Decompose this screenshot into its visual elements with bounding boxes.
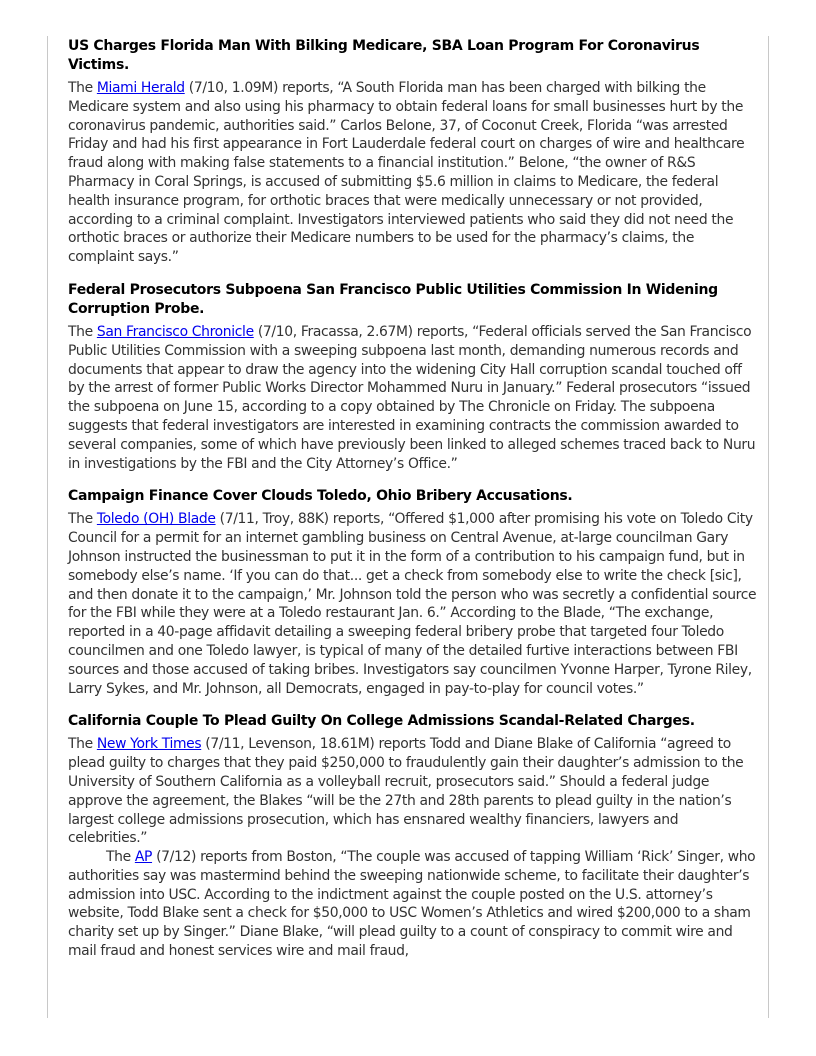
article-headline: US Charges Florida Man With Bilking Medicare, SBA Loan Program For Coronavirus Victims. <box>68 38 700 73</box>
source-link-nyt[interactable]: New York Times <box>96 736 202 753</box>
source-link-ap[interactable]: AP <box>134 849 153 866</box>
article-headline: Campaign Finance Cover Clouds Toledo, Ohio Bribery Accusations. <box>68 488 573 505</box>
article-paragraph <box>68 735 758 848</box>
paragraph-text: (7/10, 1.09M) reports, “A South Florida man has been charged with bilking the Medicare system and also using his pharmacy to obtain federal loans for small businesses hurt by the coronavirus pandemic, authorities said.” Carlos Belone, 37, of Coconut Creek, Florida “was arrested Friday and had his first appearance in Fort Lauderdale federal court on charges of wire and healthcare fraud along with making false statements to a financial institution.” Belone, “the owner of R&S Pharmacy in Coral Springs, is accused of submitting $5.6 million in claims to Medicare, the federal health insurance program, for orthotic braces that were medically unnecessary or not provided, according to a criminal complaint. Investigators interviewed patients who said they did not need the orthotic braces or authorize their Medicare numbers to be used for the pharmacy’s claims, the complaint says.” <box>68 80 745 266</box>
article-paragraph <box>68 323 758 473</box>
source-link-miami-herald[interactable]: Miami Herald <box>96 80 185 96</box>
paragraph-text: (7/10, Fracassa, 2.67M) reports, “Federal officials served the San Francisco Public Utilities Commission with a sweeping subpoena last month, demanding numerous records and documents that appear to draw the agency into the widening City Hall corruption scandal touched off by the arrest of former Public Works Director Mohammed Nuru in January.” Federal prosecutors “issued the subpoena on June 15, according to a copy obtained by The Chronicle on Friday. The subpoena suggests that federal investigators are interested in examining contracts the commission awarded to several companies, some of which have previously been linked to alleged schemes traced back to Nuru in investigations by the FBI and the City Attorney’s Office.” <box>68 323 756 472</box>
article-sf-subpoena <box>68 281 758 473</box>
article-paragraph <box>68 79 758 267</box>
paragraph-lead: The <box>68 323 97 340</box>
paragraph-text: (7/11, Levenson, 18.61M) reports Todd and Diane Blake of California “agreed to plead guilty to charges that they paid $250,000 to fraudulently gain their daughter’s admission to the University of Southern California as a volleyball recruit, prosecutors said.” Should a federal judge approve the agreement, the Blakes “will be the 27th and 28th parents to plead guilty in the nation’s largest college admissions prosecution, which has ensnared wealthy financiers, lawyers and celebrities.” <box>68 736 744 847</box>
paragraph-lead: The <box>106 849 135 866</box>
source-link-toledo-blade[interactable]: Toledo (OH) Blade <box>96 511 216 528</box>
paragraph-lead: The <box>68 736 97 753</box>
paragraph-text: (7/11, Troy, 88K) reports, “Offered $1,000 after promising his vote on Toledo City Council for a permit for an internet gambling business on Central Avenue, at-large councilman Gary Johnson instructed the businessman to put it in the form of a contribution to his campaign fund, but in somebody else’s name. ‘If you can do that... get a check from somebody else to write the check [sic], and then donate it to the campaign,’ Mr. Johnson told the person who was secretly a confidential source for the FBI while they were at a Toledo restaurant Jan. 6.” According to the Blade, “The exchange, reported in a 40-page affidavit detailing a sweeping federal bribery probe that targeted four Toledo councilmen and one Toledo lawyer, is typical of many of the detailed furtive interactions between FBI sources and those accused of taking bribes. Investigators say councilmen Yvonne Harper, Tyrone Riley, Larry Sykes, and Mr. Johnson, all Democrats, engaged in pay-to-play for council votes.” <box>68 511 757 697</box>
article-headline: Federal Prosecutors Subpoena San Francisco Public Utilities Commission In Widening Corruption Probe. <box>68 281 718 317</box>
article-paragraph <box>68 510 758 698</box>
paragraph-text: (7/12) reports from Boston, “The couple was accused of tapping William ‘Rick’ Singer, who authorities say was mastermind behind the sweeping nationwide scheme, to facilitate their daughter’s admission into USC. According to the indictment against the couple posted on the U.S. attorney’s website, Todd Blake sent a check for $50,000 to USC Women’s Athletics and wired $200,000 to a sham charity set up by Singer.” Diane Blake, “will plead guilty to a count of conspiracy to commit wire and mail fraud and honest services wire and mail fraud, <box>68 849 756 960</box>
article-headline: California Couple To Plead Guilty On College Admissions Scandal-Related Charges. <box>68 713 695 730</box>
article-paragraph <box>68 848 758 961</box>
paragraph-lead: The <box>68 80 97 96</box>
document-body <box>68 37 758 975</box>
article-medicare-fraud <box>68 37 758 267</box>
source-link-sf-chronicle[interactable]: San Francisco Chronicle <box>96 323 254 340</box>
article-college-admissions <box>68 712 758 961</box>
article-toledo-bribery <box>68 487 758 698</box>
paragraph-lead: The <box>68 511 97 528</box>
